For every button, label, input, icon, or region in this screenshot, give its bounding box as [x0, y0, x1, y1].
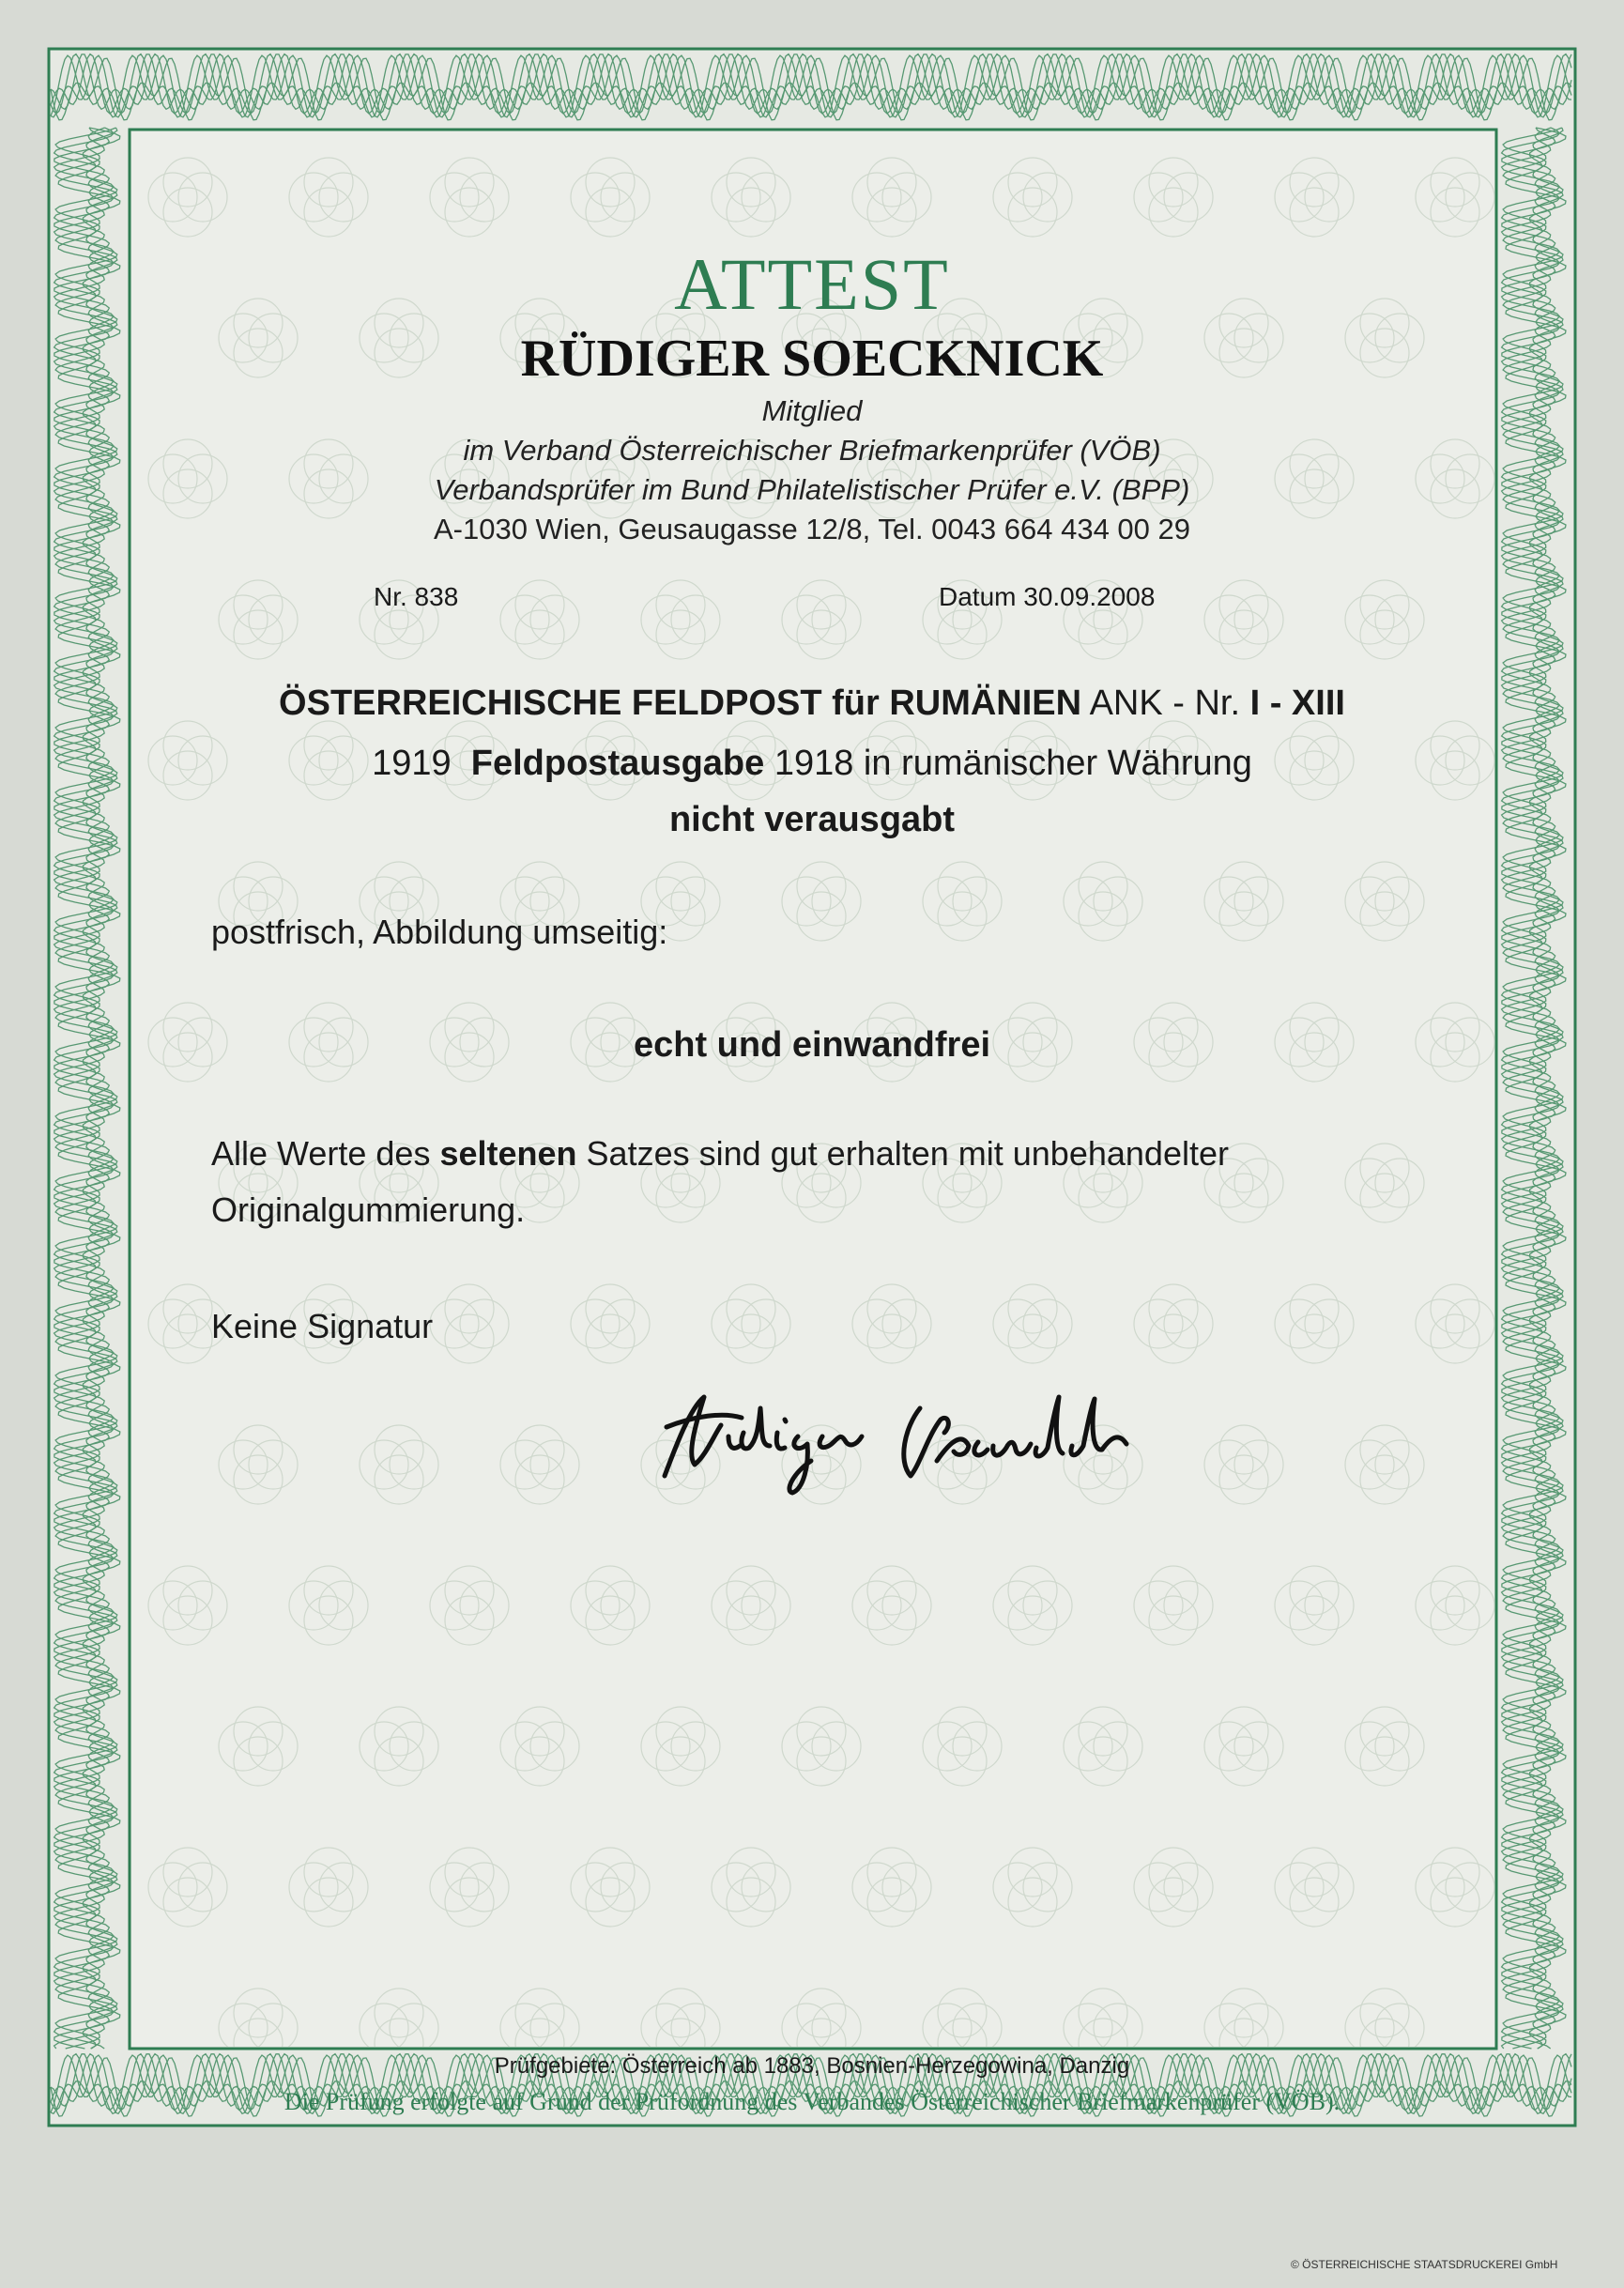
remark-line-2: Originalgummierung. [211, 1190, 526, 1229]
signature-note: Keine Signatur [211, 1307, 434, 1345]
examiner-name: RÜDIGER SOECKNICK [520, 330, 1104, 388]
remark-end: Satzes sind gut erhalten mit unbehandelter [586, 1134, 1229, 1173]
remark-start: Alle Werte des [211, 1134, 431, 1173]
catalog-prefix: ANK - Nr. [1089, 683, 1241, 723]
verdict-text: echt und einwandfrei [633, 1025, 991, 1065]
issue-description: 1918 in rumänischer Währung [774, 744, 1252, 783]
catalog-range: I - XIII [1249, 683, 1345, 723]
issue-status: nicht verausgabt [668, 800, 956, 839]
certificate-date: Datum 30.09.2008 [939, 582, 1156, 611]
examination-rules: Die Prüfung erfolgte auf Grund der Prüfordnung des Verbandes Österreichischer Briefmarkenprüfer (VÖB). [283, 2088, 1341, 2115]
printer-imprint: © ÖSTERREICHISCHE STAATSDRUCKEREI GmbH [1291, 2258, 1558, 2271]
issue-name: Feldpostausgabe [470, 744, 765, 783]
membership-line-2: Verbandsprüfer im Bund Philatelistischer Prüfer e.V. (BPP) [434, 473, 1190, 506]
condition-text: postfrisch, Abbildung umseitig: [211, 913, 668, 951]
certificate-title: ATTEST [674, 243, 950, 325]
issue-year: 1919 [372, 744, 452, 783]
examiner-address: A-1030 Wien, Geusaugasse 12/8, Tel. 0043 664 434 00 29 [433, 513, 1190, 545]
examination-areas: Prüfgebiete: Österreich ab 1883, Bosnien-Herzegowina, Danzig [494, 2053, 1130, 2079]
issue-line [0, 744, 1624, 784]
subject-heading-bold: ÖSTERREICHISCHE FELDPOST für RUMÄNIEN [279, 683, 1082, 723]
certificate-number: Nr. 838 [374, 582, 459, 611]
remark-line-1 [211, 1134, 1229, 1174]
subject-heading [0, 683, 1624, 724]
remark-bold: seltenen [439, 1134, 577, 1173]
membership-line-1: im Verband Österreichischer Briefmarkenprüfer (VÖB) [463, 434, 1161, 467]
membership-label: Mitglied [761, 394, 863, 427]
handwritten-signature [638, 1371, 1202, 1502]
